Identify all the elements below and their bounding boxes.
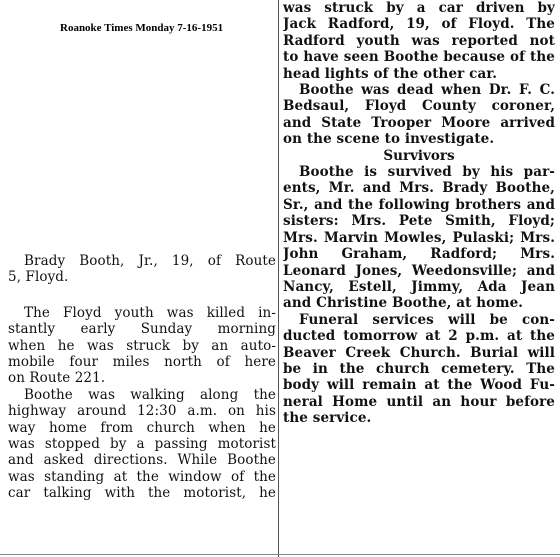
text-line: was stopped by a passing motorist — [8, 436, 276, 453]
text-line: on Route 221. — [8, 370, 106, 387]
text-line: and asked directions. While Boothe — [8, 452, 276, 469]
paragraph — [283, 0, 555, 82]
paragraph — [8, 387, 276, 502]
text-line: Beaver Creek Church. Burial will — [283, 344, 555, 361]
text-line: and State Trooper Moore arrived — [283, 114, 555, 131]
text-line: Jack Radford, 19, of Floyd. The — [283, 16, 555, 33]
text-line: Nancy, Estell, Jimmy, Ada Jean — [283, 278, 555, 295]
right-column — [283, 0, 555, 427]
paragraph — [283, 82, 555, 148]
text-line: way home from church when he — [8, 419, 276, 436]
text-line: Brady Booth, Jr., 19, of Route — [24, 253, 276, 269]
paragraph — [283, 312, 555, 427]
text-line: to have seen Boothe because of the — [283, 49, 555, 66]
text-line: mobile four miles north of here — [8, 354, 276, 371]
bottom-rule — [0, 554, 560, 555]
text-line: highway around 12:30 a.m. on his — [8, 403, 276, 420]
text-line: on the scene to investigate. — [283, 131, 495, 148]
text-line: Bedsaul, Floyd County coroner, — [283, 98, 555, 115]
text-line: Radford youth was reported not — [283, 32, 555, 49]
text-line: Boothe is survived by his par- — [299, 164, 555, 181]
text-line: when he was struck by an auto- — [8, 337, 276, 354]
text-line: 5, Floyd. — [8, 269, 69, 286]
text-line: neral Home until an hour before — [283, 393, 555, 410]
text-line: Boothe was dead when Dr. F. C. — [299, 82, 555, 99]
text-line: and Christine Boothe, at home. — [283, 295, 524, 312]
text-line: body will remain at the Wood Fu- — [283, 377, 555, 394]
text-line: was standing at the window of the — [8, 468, 276, 485]
text-line: ducted tomorrow at 2 p.m. at the — [283, 328, 555, 345]
text-line: Funeral services will be con- — [299, 311, 555, 328]
text-line: head lights of the other car. — [283, 65, 498, 82]
text-line: was struck by a car driven by — [283, 0, 555, 16]
text-line: Boothe was walking along the — [24, 386, 276, 403]
text-line: Mrs. Marvin Mowles, Pulaski; Mrs. — [283, 229, 555, 246]
spacer — [8, 286, 276, 305]
dateline: Roanoke Times Monday 7-16-1951 — [60, 22, 224, 34]
text-line: The Floyd youth was killed in- — [24, 304, 276, 321]
text-line: sisters: Mrs. Pete Smith, Floyd; — [283, 213, 555, 230]
text-line: Leonard Jones, Weedonsville; and — [283, 262, 555, 279]
paragraph — [8, 305, 276, 387]
paragraph — [283, 164, 555, 312]
text-line: the service. — [283, 410, 372, 427]
column-divider — [278, 0, 279, 557]
text-line: stantly early Sunday morning — [8, 321, 276, 338]
text-line: be in the church cemetery. The — [283, 360, 555, 377]
left-column — [8, 253, 276, 502]
subhead-survivors: Survivors — [383, 147, 455, 164]
text-line: ents, Mr. and Mrs. Brady Boothe, — [283, 180, 555, 197]
text-line: Sr., and the following brothers and — [283, 196, 555, 213]
text-line: John Graham, Radford; Mrs. — [283, 246, 555, 263]
text-line: car talking with the motorist, he — [8, 485, 276, 502]
lead-paragraph — [8, 253, 276, 286]
